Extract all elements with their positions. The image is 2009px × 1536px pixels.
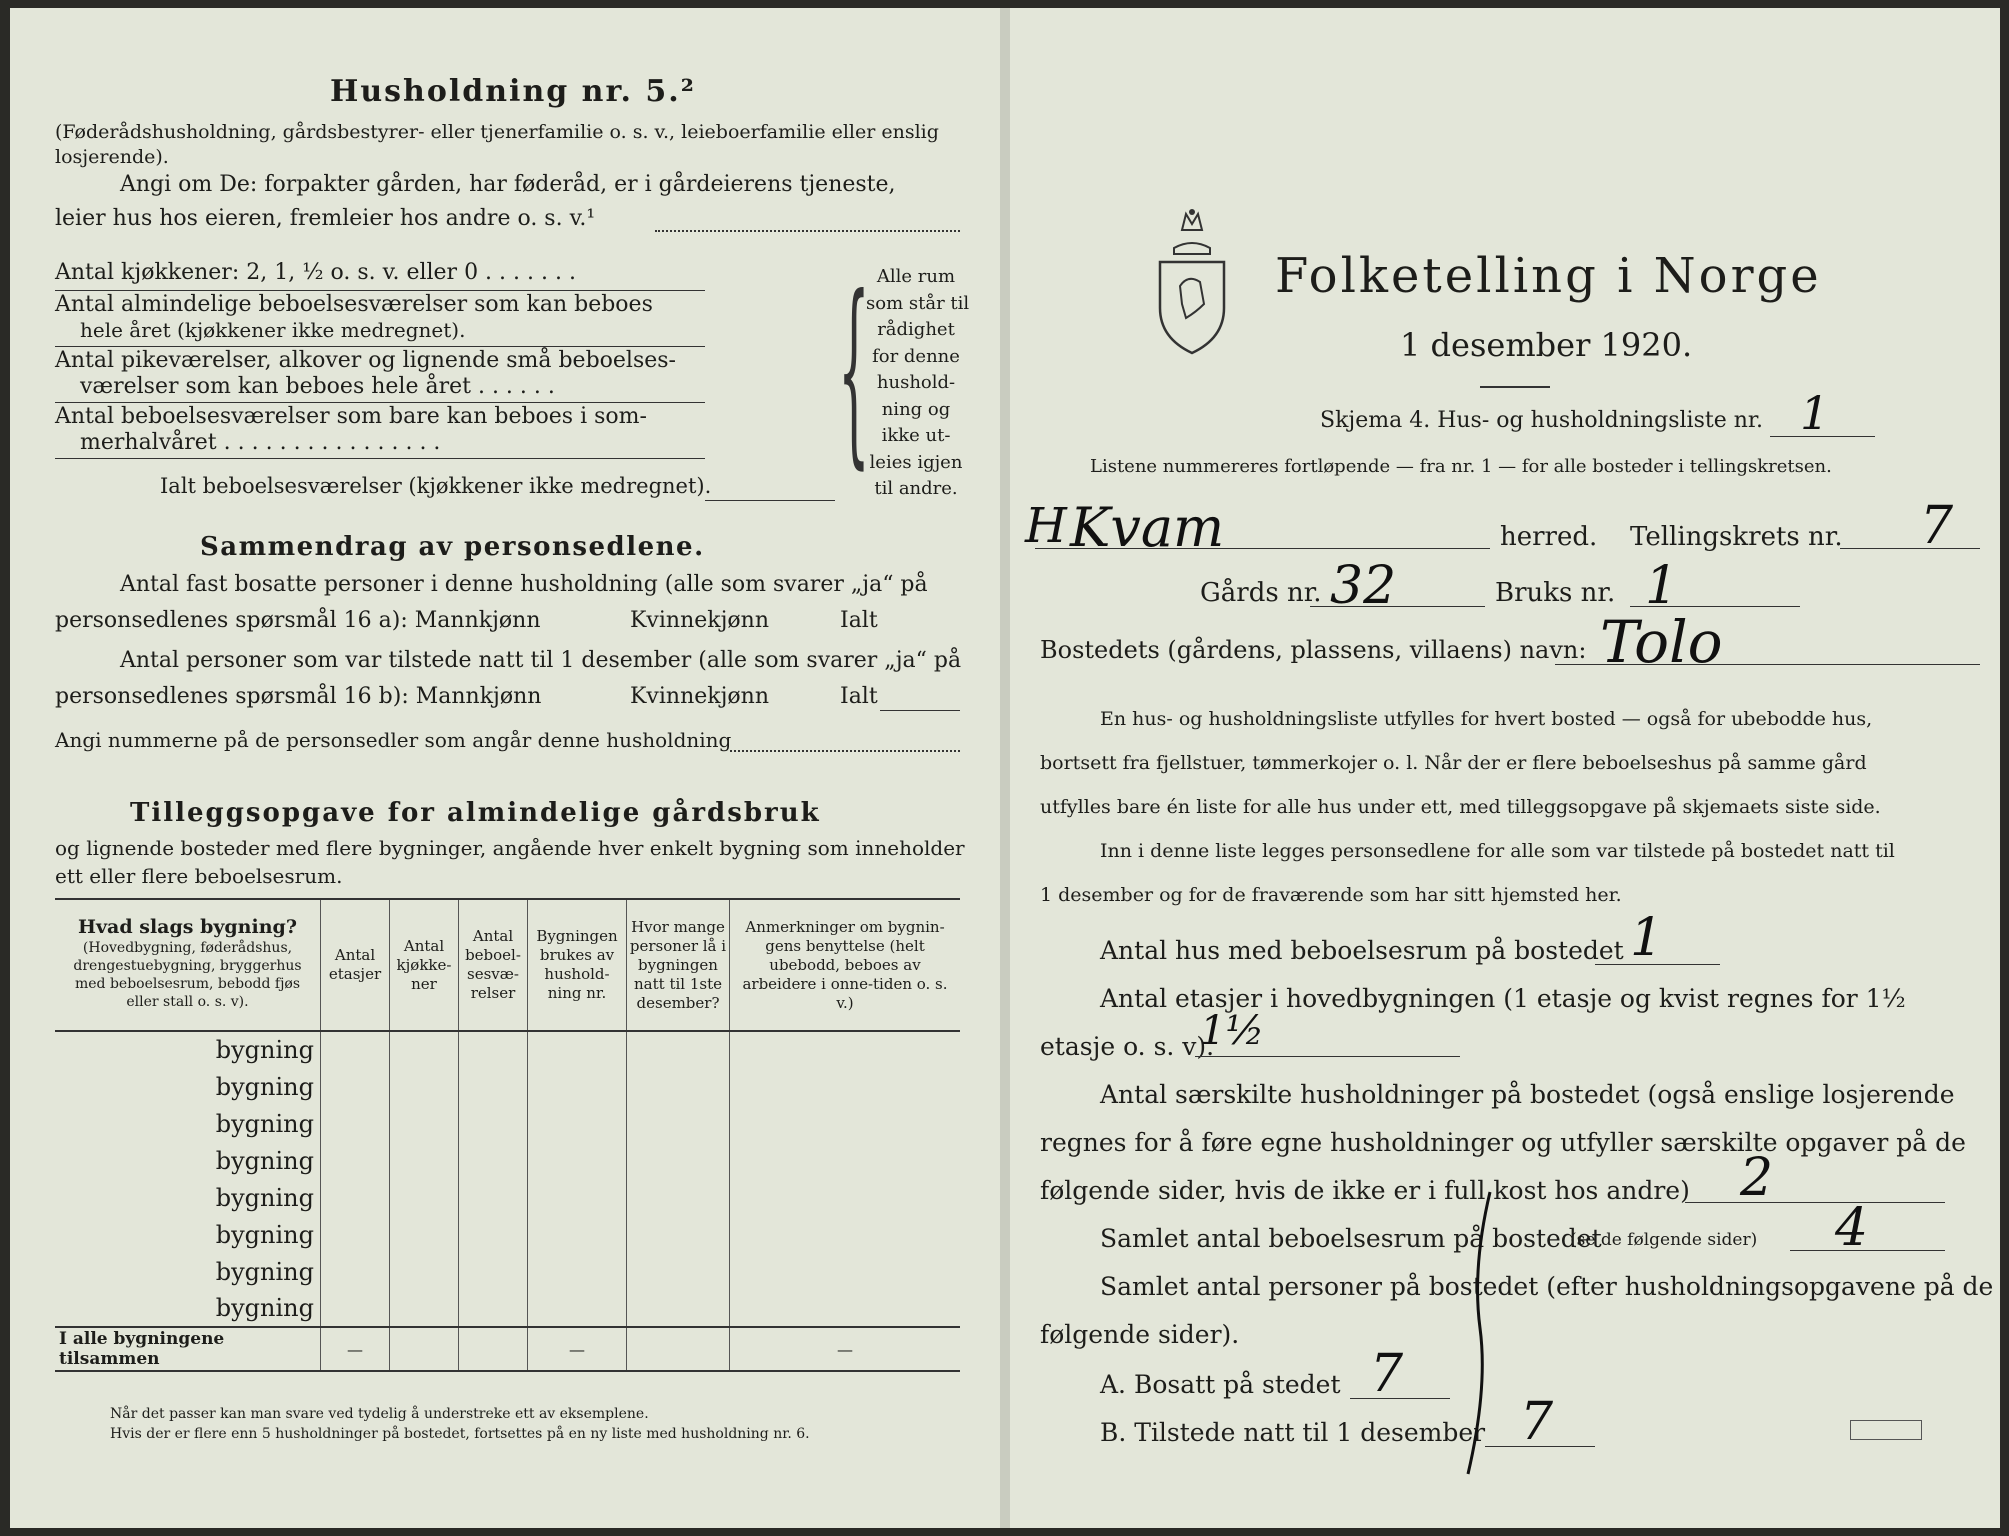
- angi-line-1: Angi om De: forpakter gården, har føderåd, er i gårdeierens tjeneste,: [120, 172, 896, 197]
- skjema-nr: 1: [1800, 386, 1830, 440]
- husholdning-title: Husholdning nr. 5.²: [330, 74, 696, 109]
- left-page: [10, 8, 1000, 1528]
- col-header-kjokkener: Antal kjøkke-ner: [390, 899, 459, 1031]
- col-header-etasjer: Antal etasjer: [321, 899, 390, 1031]
- gards-line: [1310, 606, 1485, 607]
- table-row: [55, 1068, 960, 1105]
- rooms-line-4: [55, 458, 705, 459]
- bygning-label: bygning: [215, 1220, 314, 1249]
- samlet-rum-value: 4: [1835, 1198, 1869, 1258]
- col-header-anmerkninger: Anmerkninger om bygnin-gens benyttelse (helt ubebodd, beboes av arbeidere i onne-tiden o. s. v.): [730, 899, 961, 1031]
- table-row: [55, 1031, 960, 1068]
- tillegg-title: Tilleggsopgave for almindelige gårdsbruk: [130, 798, 821, 828]
- coat-of-arms-icon: [1152, 208, 1232, 358]
- bosatt-label: A. Bosatt på stedet: [1100, 1370, 1341, 1399]
- rooms-hele-aret: hele året (kjøkkener ikke medregnet).: [80, 318, 466, 342]
- census-date: 1 desember 1920.: [1400, 326, 1693, 364]
- gards-label: Gårds nr.: [1200, 578, 1322, 608]
- samlet-rum-note: (se de følgende sider): [1570, 1230, 1758, 1250]
- sammendrag-1-kvinne: Kvinnekjønn: [630, 608, 769, 633]
- rooms-sommer-cont: merhalvåret . . . . . . . . . . . . . . . .: [80, 430, 441, 455]
- saer-line-3: følgende sider, hvis de ikke er i full kost hos andre): [1040, 1176, 1690, 1205]
- table-row: [55, 1179, 960, 1216]
- bracket-note-line: for denne: [872, 345, 960, 367]
- angi-fill-line: [655, 230, 960, 232]
- bracket-note-line: rådighet: [877, 319, 955, 340]
- table-row: [55, 1290, 960, 1327]
- bracket-note-line: Alle rum: [876, 266, 956, 287]
- sammendrag-1b: personsedlenes spørsmål 16 a): Mannkjønn: [55, 608, 541, 633]
- sammendrag-1-ialt: Ialt: [840, 608, 878, 633]
- rooms-line-2: [55, 346, 705, 347]
- right-page: [1010, 8, 2000, 1528]
- angi-nummerne-fill: [730, 750, 960, 752]
- table-total-row: [55, 1327, 960, 1371]
- etasjer-line-2: etasje o. s. v).: [1040, 1032, 1215, 1061]
- saer-line-2: regnes for å føre egne husholdninger og utfyller særskilte opgaver på de: [1040, 1128, 1966, 1157]
- sammendrag-1a: Antal fast bosatte personer i denne husholdning (alle som svarer „ja“ på: [120, 572, 928, 597]
- col-header-beboelsesvaerelser: Antal beboel-sesvæ-relser: [459, 899, 528, 1031]
- footnote-2: Hvis der er flere enn 5 husholdninger på bostedet, fortsettes på en ny liste med husholdning nr. 6.: [110, 1426, 810, 1442]
- bygning-label: bygning: [215, 1183, 314, 1212]
- info-para-5: 1 desember og for de fraværende som har sitt hjemsted her.: [1040, 884, 1622, 906]
- total-dash: —: [321, 1327, 390, 1371]
- bygning-label: bygning: [215, 1257, 314, 1286]
- bracket-note: [866, 264, 970, 503]
- col-header-bygning-note: (Hovedbygning, føderådshus, drengestuebygning, bryggerhus med beboelsesrum, bebodd fjøs eller stall o. s. v).: [73, 939, 302, 1010]
- bruks-line: [1630, 606, 1800, 607]
- sammendrag-2-kvinne: Kvinnekjønn: [630, 684, 769, 709]
- table-row: [55, 1216, 960, 1253]
- col-header-brukes-av: Bygningen brukes av hushold-ning nr.: [528, 899, 627, 1031]
- building-table: [55, 898, 960, 1372]
- tilstede-value: 7: [1520, 1392, 1554, 1452]
- tilstede-label: B. Tilstede natt til 1 desember: [1100, 1418, 1486, 1447]
- sammendrag-title: Sammendrag av personsedlene.: [200, 532, 705, 562]
- rooms-line-1: [55, 290, 705, 291]
- rooms-sommer: Antal beboelsesværelser som bare kan beboes i som-: [55, 404, 647, 429]
- sammendrag-2b: personsedlenes spørsmål 16 b): Mannkjønn: [55, 684, 542, 709]
- etasjer-fill-line: [1195, 1056, 1460, 1057]
- herred-line: [1035, 548, 1490, 549]
- saer-fill-line: [1685, 1202, 1945, 1203]
- bracket-note-line: hushold-: [876, 372, 956, 393]
- herred-value: Kvam: [1070, 496, 1225, 559]
- table-row: [55, 1105, 960, 1142]
- tilstede-line: [1485, 1446, 1595, 1447]
- info-para-1: En hus- og husholdningsliste utfylles for hvert bosted — også for ubebodde hus,: [1100, 708, 1873, 730]
- tellingskrets-line: [1840, 548, 1980, 549]
- bracket-symbol: {: [838, 254, 870, 487]
- bosatt-line: [1350, 1398, 1450, 1399]
- main-title: Folketelling i Norge: [1275, 248, 1822, 304]
- table-row: [55, 1142, 960, 1179]
- rooms-kjokkener: Antal kjøkkener: 2, 1, ½ o. s. v. eller 0 . . . . . . .: [55, 260, 576, 285]
- col-header-bygning-title: Hvad slags bygning?: [78, 915, 297, 938]
- antal-hus-value: 1: [1630, 908, 1664, 968]
- samlet-rum-line: [1790, 1250, 1945, 1251]
- angi-nummerne: Angi nummerne på de personsedler som angår denne husholdning: [55, 728, 732, 752]
- bygning-label: bygning: [215, 1072, 314, 1101]
- total-dash: —: [730, 1327, 961, 1371]
- rooms-pikevaerelser: Antal pikeværelser, alkover og lignende små beboelses-: [55, 348, 676, 373]
- bracket-note-line: ning og: [881, 398, 951, 420]
- herred-label: herred.: [1500, 522, 1598, 552]
- gards-value: 32: [1330, 556, 1397, 616]
- antal-hus-line: [1595, 964, 1720, 965]
- bygning-label: bygning: [215, 1294, 314, 1322]
- total-label: I alle bygningene tilsammen: [59, 1329, 225, 1369]
- saer-value: 2: [1740, 1148, 1774, 1208]
- bracket-note-line: ikke ut-: [881, 425, 951, 446]
- info-para-2: bortsett fra fjellstuer, tømmerkojer o. l. Når der er flere beboelseshus på samme gård: [1040, 752, 1867, 774]
- footnote-1: Når det passer kan man svare ved tydelig å understreke ett av eksemplene.: [110, 1406, 649, 1422]
- bygning-label: bygning: [215, 1146, 314, 1175]
- info-para-4: Inn i denne liste legges personsedlene for alle som var tilstede på bostedet natt til: [1100, 840, 1895, 862]
- samlet-pers-line-2: følgende sider).: [1040, 1320, 1240, 1349]
- total-dash: —: [528, 1327, 627, 1371]
- bosted-label: Bostedets (gårdens, plassens, villaens) navn:: [1040, 636, 1587, 664]
- antal-hus-label: Antal hus med beboelsesrum på bostedet: [1100, 936, 1624, 965]
- handwritten-bracket: [1460, 1188, 1500, 1478]
- rooms-almindelige: Antal almindelige beboelsesværelser som kan beboes: [55, 292, 653, 317]
- page-spine: [1000, 8, 1010, 1528]
- bygning-label: bygning: [215, 1036, 314, 1064]
- listene-note: Listene nummereres fortløpende — fra nr. 1 — for alle bosteder i tellingskretsen.: [1090, 456, 1832, 477]
- rooms-line-5: [705, 500, 835, 501]
- skjema-label: Skjema 4. Hus- og husholdningsliste nr.: [1320, 408, 1763, 433]
- saer-line-1: Antal særskilte husholdninger på bostedet (også enslige losjerende: [1100, 1080, 1955, 1109]
- bracket-note-line: som står til: [866, 292, 970, 314]
- rooms-ialt: Ialt beboelsesværelser (kjøkkener ikke medregnet).: [160, 474, 712, 498]
- info-para-3: utfylles bare én liste for alle hus under ett, med tilleggsopgave på skjemaets siste side.: [1040, 796, 1881, 818]
- husholdning-subtitle: (Føderådshusholdning, gårdsbestyrer- eller tjenerfamilie o. s. v., leieboerfamilie eller enslig losjerende).: [55, 121, 939, 168]
- samlet-rum-label: Samlet antal beboelsesrum på bostedet: [1100, 1224, 1602, 1253]
- rooms-line-3: [55, 402, 705, 403]
- bygning-label: bygning: [215, 1109, 314, 1138]
- tillegg-line-1: og lignende bosteder med flere bygninger, angående hver enkelt bygning som inneholder: [55, 836, 965, 860]
- etasjer-line-1: Antal etasjer i hovedbygningen (1 etasje og kvist regnes for 1½: [1100, 984, 1906, 1013]
- table-row: [55, 1253, 960, 1290]
- sammendrag-2-ialt: Ialt: [840, 684, 878, 709]
- bosatt-value: 7: [1370, 1344, 1404, 1404]
- herred-prefix: H: [1025, 498, 1067, 554]
- rooms-pike-cont: værelser som kan beboes hele året . . . . . .: [80, 374, 555, 399]
- bosted-line: [1555, 664, 1980, 665]
- tellingskrets-label: Tellingskrets nr.: [1630, 522, 1843, 552]
- bracket-note-line: leies igjen: [869, 451, 963, 473]
- bruks-label: Bruks nr.: [1495, 578, 1616, 608]
- bruks-value: 1: [1645, 556, 1679, 616]
- samlet-pers-line-1: Samlet antal personer på bostedet (efter husholdningsopgavene på de: [1100, 1272, 1994, 1301]
- bracket-note-line: til andre.: [874, 478, 958, 499]
- ialt-underline: [880, 710, 960, 711]
- title-rule: [1480, 386, 1550, 388]
- col-header-personer: Hvor mange personer lå i bygningen natt til 1ste desember?: [627, 899, 730, 1031]
- col-header-bygning: [55, 899, 321, 1031]
- tellingskrets-value: 7: [1920, 496, 1954, 556]
- bosted-value: Tolo: [1600, 608, 1723, 676]
- skjema-nr-line: [1770, 436, 1875, 437]
- etasjer-value: 1½: [1200, 1008, 1265, 1054]
- printer-mark-icon: [1850, 1420, 1922, 1440]
- angi-line-2: leier hus hos eieren, fremleier hos andre o. s. v.¹: [55, 206, 596, 231]
- tillegg-line-2: ett eller flere beboelsesrum.: [55, 864, 343, 888]
- sammendrag-2a: Antal personer som var tilstede natt til 1 desember (alle som svarer „ja“ på: [120, 648, 962, 673]
